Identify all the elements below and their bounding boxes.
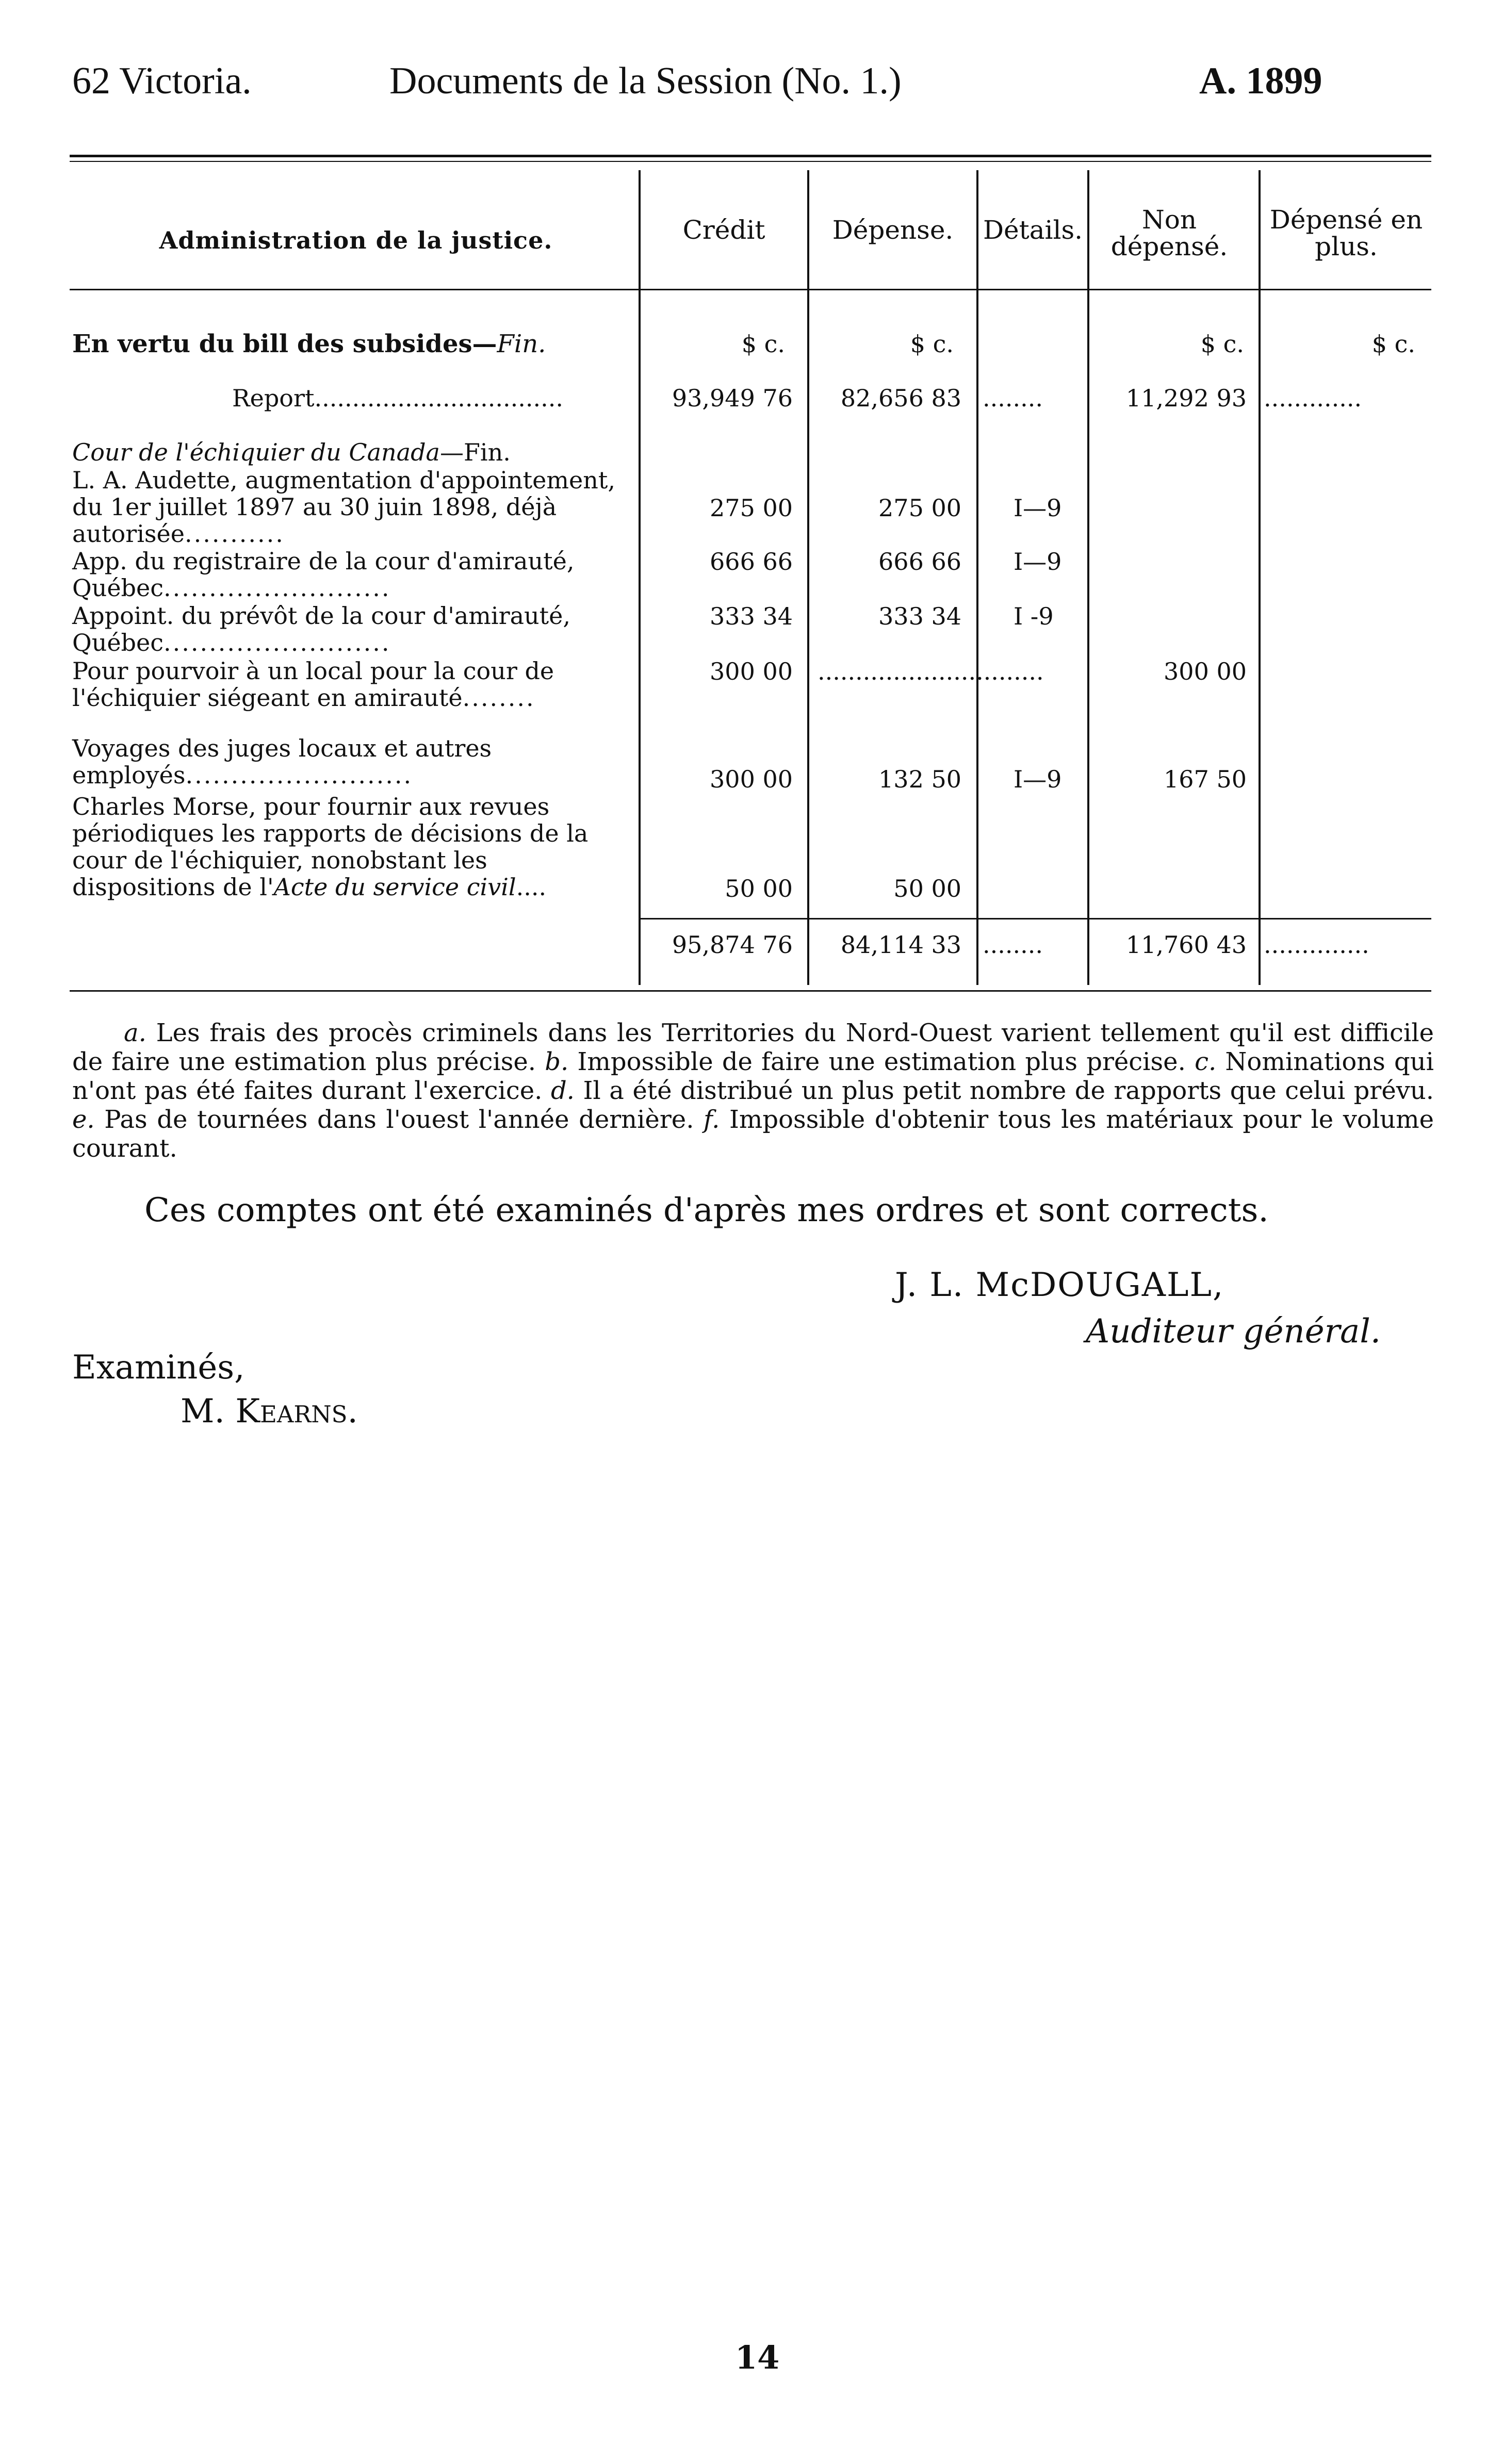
currency-credit: $ c. — [741, 330, 785, 358]
row-credit: 666 66 — [710, 548, 793, 576]
report-depense: 82,656 83 — [840, 384, 961, 412]
footnote-a-mark: a. — [124, 1019, 146, 1047]
row-details: I—9 — [1014, 494, 1062, 522]
column-divider — [976, 170, 978, 985]
row-description: Charles Morse, pour fournir aux revues périodiques les rapports de décisions de la cour de l'échiquier, nonobstant les dispositions de l' — [72, 793, 589, 901]
row-depense: 132 50 — [878, 765, 961, 793]
table-bottom-rule — [70, 990, 1431, 992]
row-depense-dots: .............................. — [818, 658, 1044, 685]
column-divider — [807, 170, 809, 985]
total-credit: 95,874 76 — [672, 931, 793, 959]
report-label: Report................................. — [232, 384, 564, 412]
header-volume: 62 Victoria. — [72, 60, 252, 102]
currency-depense-plus: $ c. — [1371, 330, 1415, 358]
row-description: Appoint. du prévôt de la cour d'amirauté, Québec — [72, 602, 570, 656]
footnote-c-mark: c. — [1195, 1047, 1217, 1076]
total-non-depense: 11,760 43 — [1125, 931, 1247, 959]
row-description: App. du registraire de la cour d'amirauté, Québec — [72, 547, 575, 602]
row-details: I—9 — [1014, 548, 1062, 576]
table-header-rule — [70, 289, 1431, 290]
footnote-d: Il a été distribué un plus petit nombre de rapports que celui prévu. — [583, 1076, 1434, 1105]
table-row: Appoint. du prévôt de la cour d'amirauté, Québec......................... — [72, 602, 570, 656]
currency-depense: $ c. — [910, 330, 954, 358]
row-credit: 300 00 — [710, 765, 793, 793]
subsection-title-text: Cour de l'échiquier du Canada — [72, 438, 440, 466]
section-title-text: En vertu du bill des subsides— — [72, 330, 497, 358]
report-label-text: Report — [232, 384, 315, 412]
footnote-b: Impossible de faire une estimation plus précise. — [577, 1047, 1186, 1076]
column-credit: Crédit — [682, 215, 765, 245]
row-description: L. A. Audette, augmentation d'appointement, du 1er juillet 1897 au 30 juin 1898, déjà autorisée — [72, 466, 615, 548]
examined-label: Examinés, — [72, 1349, 245, 1387]
total-rule — [639, 918, 1431, 919]
column-non-depense: Non dépensé. — [1110, 205, 1228, 261]
row-credit: 333 34 — [710, 602, 793, 630]
report-credit: 93,949 76 — [672, 384, 793, 412]
footnote-e: Pas de tournées dans l'ouest l'année dernière. — [104, 1105, 694, 1134]
row-non-depense: 167 50 — [1164, 765, 1247, 793]
page-number: 14 — [735, 2339, 780, 2376]
footnote-a: Les frais des procès criminels dans les Territories du Nord-Ouest varient tellement qu'il est difficile de faire une estimation plus précise. — [72, 1019, 1434, 1076]
column-details: Détails. — [983, 215, 1083, 245]
row-depense: 50 00 — [893, 875, 961, 902]
total-depense: 84,114 33 — [840, 931, 961, 959]
row-non-depense: 300 00 — [1164, 658, 1247, 685]
row-credit: 275 00 — [710, 494, 793, 522]
column-divider — [1087, 170, 1089, 985]
row-description: Voyages des juges locaux et autres employés — [72, 734, 492, 789]
footnote-f: Impossible d'obtenir tous les matériaux pour le volume courant. — [72, 1105, 1434, 1163]
footnote-d-mark: d. — [550, 1076, 575, 1105]
subsection-fin: —Fin. — [439, 438, 511, 466]
footnote-b-mark: b. — [545, 1047, 569, 1076]
row-depense: 333 34 — [878, 602, 961, 630]
table-row: Charles Morse, pour fournir aux revues périodiques les rapports de décisions de la cour de l'échiquier, nonobstant les dispositions de l'Acte du service civil.... — [72, 793, 589, 901]
row-credit: 300 00 — [710, 658, 793, 685]
footnote-f-mark: f. — [704, 1105, 720, 1134]
column-title: Administration de la justice. — [159, 226, 553, 254]
report-details-dots: ........ — [983, 384, 1043, 412]
column-divider — [1259, 170, 1261, 985]
row-depense: 666 66 — [878, 548, 961, 576]
signer-title: Auditeur général. — [1086, 1312, 1381, 1351]
row-details: I—9 — [1014, 765, 1062, 793]
row-description: Pour pourvoir à un local pour la cour de l'échiquier siégeant en amirauté — [72, 657, 554, 712]
row-depense: 275 00 — [878, 494, 961, 522]
row-credit: 50 00 — [725, 875, 793, 902]
footnotes — [72, 1019, 1434, 1163]
subsection-title — [72, 438, 511, 466]
examiner-name: M. Kearns. — [181, 1392, 358, 1431]
header-rule-bottom — [70, 161, 1431, 162]
table-row: Pour pourvoir à un local pour la cour de l'échiquier siégeant en amirauté........ — [72, 657, 554, 712]
column-depense: Dépense. — [832, 215, 954, 245]
report-depense-plus-dots: ............. — [1264, 384, 1362, 412]
footnote-c: Nominations qui n'ont pas été faites durant l'exercice. — [72, 1047, 1434, 1105]
total-details-dots: ........ — [983, 931, 1043, 959]
column-depense-plus: Dépensé en plus. — [1269, 205, 1423, 261]
row-details: I -9 — [1014, 602, 1054, 630]
audit-statement: Ces comptes ont été examinés d'après mes ordres et sont corrects. — [144, 1191, 1269, 1229]
section-title-fin: Fin. — [497, 330, 546, 358]
header-rule-top — [70, 155, 1431, 157]
report-non-depense: 11,292 93 — [1125, 384, 1247, 412]
section-title — [72, 330, 546, 358]
row-description-italic: Acte du service civil — [273, 873, 516, 901]
total-depense-plus-dots: .............. — [1264, 931, 1369, 959]
currency-non-depense: $ c. — [1200, 330, 1244, 358]
footnote-e-mark: e. — [72, 1105, 95, 1134]
table-row: Voyages des juges locaux et autres employés......................... — [72, 734, 492, 789]
table-row: App. du registraire de la cour d'amirauté, Québec......................... — [72, 547, 575, 602]
header-title: Documents de la Session (No. 1.) — [389, 60, 902, 102]
header-year: A. 1899 — [1199, 60, 1322, 102]
table-row: L. A. Audette, augmentation d'appointement, du 1er juillet 1897 au 30 juin 1898, déjà autorisée........... — [72, 466, 615, 548]
signer-name: J. L. McDOUGALL, — [895, 1266, 1224, 1304]
column-divider — [639, 170, 641, 985]
